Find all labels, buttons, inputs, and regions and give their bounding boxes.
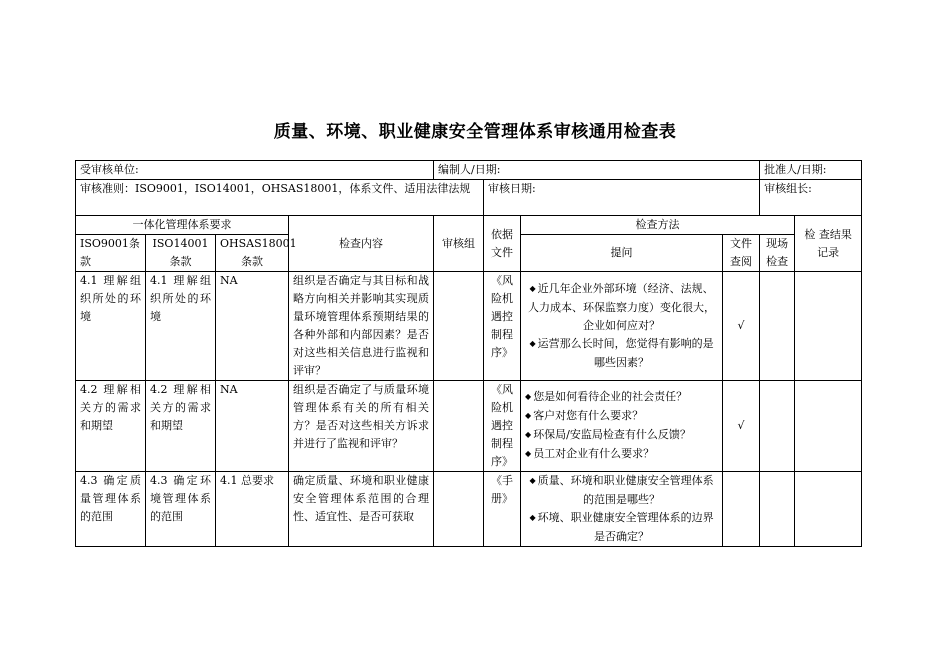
audit-group-cell (434, 472, 484, 547)
audit-group-cell (434, 272, 484, 381)
audit-criteria-cell: 审核准则：ISO9001，ISO14001，OHSAS18001，体系文件、适用法律法规 (76, 180, 484, 216)
doc-review-checkmark: √ (723, 381, 760, 472)
basis-document-cell: 《风险机遇控制程序》 (484, 272, 521, 381)
document-title: 质量、环境、职业健康安全管理体系审核通用检查表 (273, 122, 677, 142)
basis-document-cell: 《风险机遇控制程序》 (484, 381, 521, 472)
iso9001-clause-cell: 4.2 理解相关方的需求和期望 (76, 381, 146, 472)
question-cell (521, 472, 723, 547)
audit-leader-cell: 审核组长: (760, 180, 862, 216)
question-list (525, 280, 718, 372)
check-content-header: 检查内容 (289, 216, 434, 272)
audit-checklist-table (75, 160, 862, 547)
list-item: ◆ 近几年企业外部环境（经济、法规、人力成本、环保监察力度）变化很大，企业如何应对？ (525, 280, 718, 335)
iso9001-clause-cell: 4.3 确定质量管理体系的范围 (76, 472, 146, 547)
question-cell (521, 272, 723, 381)
question-list (525, 472, 718, 546)
site-check-cell (760, 472, 795, 547)
doc-review-checkmark (723, 472, 760, 547)
table-row (76, 272, 862, 381)
check-content-cell: 确定质量、环境和职业健康安全管理体系范围的合理性、适宜性、是否可获取 (289, 472, 434, 547)
table-row (76, 381, 862, 472)
audit-date-cell: 审核日期: (484, 180, 760, 216)
check-content-cell: 组织是否确定与其目标和战略方向相关并影响其实现质量环境管理体系预期结果的各种外部和内部因素？是否对这些相关信息进行监视和评审？ (289, 272, 434, 381)
compiler-date-cell: 编制人/日期: (434, 161, 760, 180)
question-header: 提问 (521, 235, 723, 272)
question-list (525, 388, 718, 464)
result-cell (795, 272, 862, 381)
basis-document-header: 依据文件 (484, 216, 521, 272)
audited-unit-cell: 受审核单位: (76, 161, 434, 180)
site-check-cell (760, 381, 795, 472)
audit-group-header: 审核组 (434, 216, 484, 272)
site-check-cell (760, 272, 795, 381)
list-item: ◆ 运营那么长时间，您觉得有影响的是哪些因素？ (525, 335, 718, 372)
list-item: ◆ 员工对企业有什么要求？ (525, 445, 718, 464)
result-cell (795, 381, 862, 472)
ohsas-clause-cell: 4.1 总要求 (216, 472, 289, 547)
ohsas-clause-cell: NA (216, 381, 289, 472)
iso9001-clause-cell: 4.1 理解组织所处的环境 (76, 272, 146, 381)
ohsas18001-clause-header: OHSAS18001条款 (216, 235, 289, 272)
list-item: ◆ 质量、环境和职业健康安全管理体系的范围是哪些？ (525, 472, 718, 509)
check-method-header: 检查方法 (521, 216, 795, 235)
list-item: ◆ 您是如何看待企业的社会责任？ (525, 388, 718, 407)
result-cell (795, 472, 862, 547)
list-item: ◆ 客户对您有什么要求？ (525, 407, 718, 426)
doc-review-checkmark: √ (723, 272, 760, 381)
iso14001-clause-cell: 4.2 理解相关方的需求和期望 (146, 381, 216, 472)
approver-date-cell: 批准人/日期: (760, 161, 862, 180)
iso14001-clause-cell: 4.3 确定环境管理体系的范围 (146, 472, 216, 547)
audit-group-cell (434, 381, 484, 472)
iso14001-clause-cell: 4.1 理解组织所处的环境 (146, 272, 216, 381)
ohsas-clause-cell: NA (216, 272, 289, 381)
integrated-requirements-header: 一体化管理体系要求 (76, 216, 289, 235)
site-check-header: 现场检查 (760, 235, 795, 272)
iso9001-clause-header: ISO9001条款 (76, 235, 146, 272)
doc-review-header: 文件查阅 (723, 235, 760, 272)
basis-document-cell: 《手册》 (484, 472, 521, 547)
list-item: ◆ 环境、职业健康安全管理体系的边界是否确定？ (525, 509, 718, 546)
check-content-cell: 组织是否确定了与质量环境管理体系有关的所有相关方？是否对这些相关方诉求并进行了监视和评审？ (289, 381, 434, 472)
iso14001-clause-header: ISO14001条款 (146, 235, 216, 272)
question-cell (521, 381, 723, 472)
list-item: ◆ 环保局/安监局检查有什么反馈？ (525, 426, 718, 445)
result-record-header: 检 查结果记录 (795, 216, 862, 272)
table-row (76, 472, 862, 547)
